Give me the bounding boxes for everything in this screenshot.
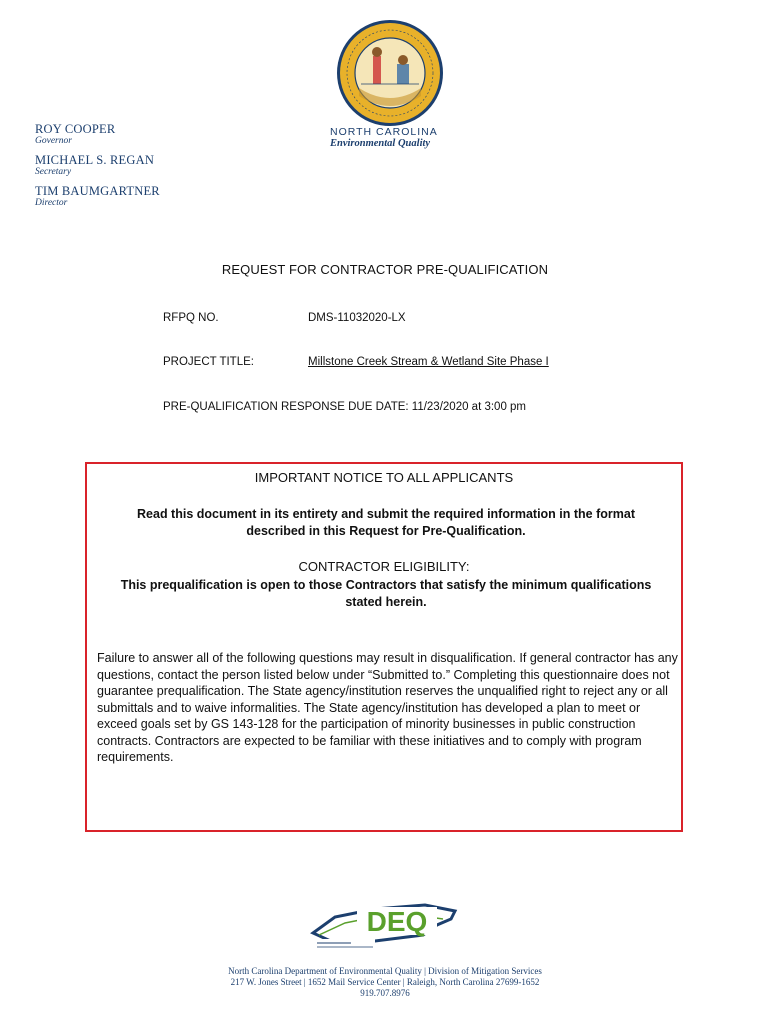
due-date-row: PRE-QUALIFICATION RESPONSE DUE DATE: 11/23/2020 at 3:00 pm xyxy=(163,401,527,413)
official-item xyxy=(35,153,160,178)
rfpq-label: RFPQ NO. xyxy=(163,312,219,324)
footer-address xyxy=(0,966,770,999)
agency-state: NORTH CAROLINA xyxy=(330,126,438,138)
deq-logo-icon xyxy=(305,895,465,955)
official-title: Governor xyxy=(35,136,72,146)
official-title: Secretary xyxy=(35,167,72,177)
official-title: Director xyxy=(35,198,68,208)
important-notice-box xyxy=(85,462,683,832)
rfpq-row xyxy=(163,312,406,324)
officials-list xyxy=(35,122,160,215)
official-name: MICHAEL S. REGAN xyxy=(35,153,155,167)
project-title-value: Millstone Creek Stream & Wetland Site Phase I xyxy=(308,356,549,368)
svg-text:DEQ: DEQ xyxy=(366,906,428,937)
official-name: TIM BAUMGARTNER xyxy=(35,184,160,198)
agency-name: Environmental Quality xyxy=(330,138,431,149)
footer-line-3: 919.707.8976 xyxy=(360,988,410,998)
official-name: ROY COOPER xyxy=(35,122,116,136)
footer-line-2: 217 W. Jones Street | 1652 Mail Service Center | Raleigh, North Carolina 27699-1652 xyxy=(230,977,540,987)
official-item xyxy=(35,122,160,147)
notice-bold-text: Read this document in its entirety and submit the required information in the format described in this Request for Pre-Qualification. xyxy=(137,507,635,538)
agency-name-block xyxy=(330,126,438,150)
document-title: REQUEST FOR CONTRACTOR PRE-QUALIFICATION xyxy=(221,262,549,277)
nc-state-seal-icon xyxy=(335,18,445,128)
eligibility-heading: CONTRACTOR ELIGIBILITY: xyxy=(298,559,470,574)
footer-line-1: North Carolina Department of Environmental Quality | Division of Mitigation Services xyxy=(228,966,542,976)
project-title-label: PROJECT TITLE: xyxy=(163,356,254,368)
eligibility-text: This prequalification is open to those Contractors that satisfy the minimum qualifications stated herein. xyxy=(120,578,652,609)
notice-heading: IMPORTANT NOTICE TO ALL APPLICANTS xyxy=(254,470,514,485)
project-title-row xyxy=(163,356,549,368)
rfpq-value: DMS-11032020-LX xyxy=(308,312,406,324)
official-item xyxy=(35,184,160,209)
notice-body-paragraph: Failure to answer all of the following questions may result in disqualification. If general contractor has any questions, contact the person listed below under “Submitted to.” Completing this questionnaire does not guarantee prequalification. The State agency/institution reserves the unqualified right to reject any or all submittals and to waive informalities. The State agency/institution has developed a plan to meet or exceed goals set by GS 143-128 for the participation of minority businesses in public construction contracts. Contractors are expected to be familiar with these initiatives and to comply with program requirements. xyxy=(97,651,678,764)
